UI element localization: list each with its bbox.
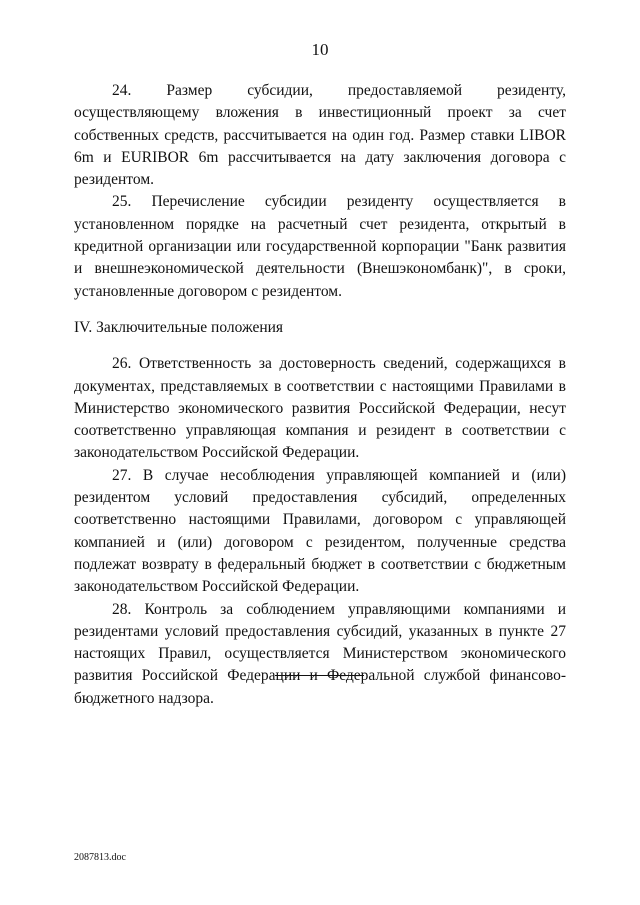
closing-rule: [275, 675, 364, 676]
paragraph-25: 25. Перечисление субсидии резиденту осуществляется в установленном порядке на расчетный счет резидента, открытый в кредитной организации или государственной корпорации "Банк развития и внешнеэкономической деятельности (Внешэкономбанк)", в сроки, установленные договором с резидентом.: [74, 193, 566, 300]
document-body: [74, 80, 566, 710]
paragraph-27: 27. В случае несоблюдения управляющей компанией и (или) резидентом условий предоставления субсидий, определенных соответственно настоящими Правилами, договором с управляющей компанией и (или) договором с резидентом, полученные средства подлежат возврату в федеральный бюджет в соответствии с бюджетным законодательством Российской Федерации.: [74, 466, 566, 596]
page-number: 10: [311, 40, 329, 59]
paragraph-28: 28. Контроль за соблюдением управляющими компаниями и резидентами условий предоставления субсидий, указанных в пункте 27 настоящих Правил, осуществляется Министерством экономического развития Российской Федерации и Федеральной службой финансово-бюджетного надзора.: [74, 600, 566, 707]
footer-filename: 2087813.doc: [74, 852, 126, 863]
paragraph-26: 26. Ответственность за достоверность сведений, содержащихся в документах, представляемых в соответствии с настоящими Правилами в Министерство экономического развития Российской Федерации, несут соответственно управляющая компания и резидент в соответствии с законодательством Российской Федерации.: [74, 355, 566, 462]
section-title: IV. Заключительные положения: [74, 318, 284, 336]
paragraph-24: 24. Размер субсидии, предоставляемой резиденту, осуществляющему вложения в инвестиционный проект за счет собственных средств, рассчитывается на один год. Размер ставки LIBOR 6m и EURIBOR 6m рассчитывается на дату заключения договора с резидентом.: [74, 82, 566, 189]
